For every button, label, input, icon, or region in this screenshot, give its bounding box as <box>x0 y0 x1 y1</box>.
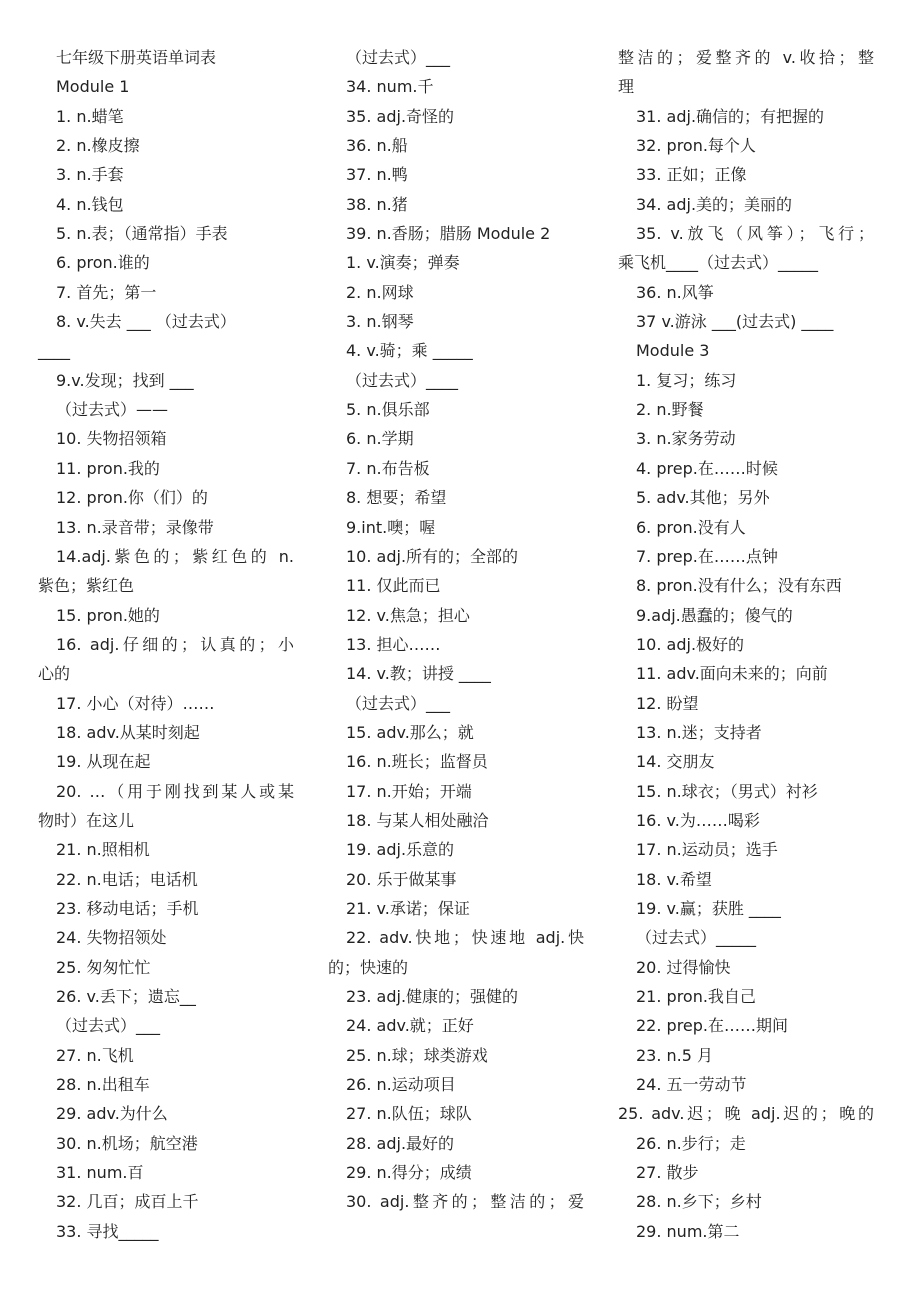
vocab-line: 9.int.噢；喔 <box>346 517 436 537</box>
vocab-line: 理 <box>618 77 635 97</box>
vocab-line: （过去式）___ <box>56 1016 161 1036</box>
vocab-line: 2. n.野餐 <box>636 400 704 420</box>
vocab-line: 23. 移动电话；手机 <box>56 898 199 918</box>
vocab-line: 15. pron.她的 <box>56 605 160 625</box>
vocab-line: 26. n.运动项目 <box>346 1075 456 1095</box>
vocab-line: 16. adj.仔细的；认真的；小 <box>56 634 294 654</box>
vocab-line: 8. v.失去 ___ （过去式） <box>56 312 236 332</box>
vocab-line: 12. pron.你（们）的 <box>56 488 208 508</box>
vocab-line: 15. n.球衣；（男式）衬衫 <box>636 781 818 801</box>
vocab-line: 4. prep.在……时候 <box>636 458 778 478</box>
vocab-line: 11. adv.面向未来的；向前 <box>636 664 828 684</box>
vocab-line: 3. n.家务劳动 <box>636 429 736 449</box>
vocab-line: 6. pron.没有人 <box>636 517 746 537</box>
vocab-line: （过去式）___ <box>346 693 451 713</box>
vocab-line: 15. adv.那么；就 <box>346 722 474 742</box>
vocab-line: 31. num.百 <box>56 1163 144 1183</box>
vocab-line: 6. n.学期 <box>346 429 414 449</box>
vocab-line: 8. pron.没有什么；没有东西 <box>636 576 842 596</box>
vocab-line: （过去式）—— <box>56 400 169 420</box>
vocab-line: 5. n.俱乐部 <box>346 400 430 420</box>
vocab-line: 13. n.迷；支持者 <box>636 722 762 742</box>
vocab-line: 25. n.球；球类游戏 <box>346 1045 488 1065</box>
vocab-line: 22. n.电话；电话机 <box>56 869 198 889</box>
vocab-line: ____ <box>38 341 70 361</box>
vocab-line: 紫色；紫红色 <box>38 576 135 596</box>
vocab-line: 24. 失物招领处 <box>56 928 167 948</box>
vocab-line: 乘飞机____（过去式）_____ <box>618 253 819 273</box>
vocab-line: 30. adj.整齐的；整洁的；爱 <box>346 1192 584 1212</box>
vocab-line: 21. n.照相机 <box>56 840 150 860</box>
vocab-line: 19. 从现在起 <box>56 752 151 772</box>
vocab-line: 34. num.千 <box>346 77 434 97</box>
vocab-line: 25. 匆匆忙忙 <box>56 957 151 977</box>
vocab-line: 14. 交朋友 <box>636 752 715 772</box>
vocab-line: 20. …（用于刚找到某人或某 <box>56 781 294 801</box>
vocab-line: 35. adj.奇怪的 <box>346 106 455 126</box>
vocab-line: 10. adj.所有的；全部的 <box>346 546 519 566</box>
vocab-line: 的；快速的 <box>328 957 409 977</box>
vocab-line: 3. n.手套 <box>56 165 124 185</box>
vocab-line: 2. n.橡皮擦 <box>56 136 140 156</box>
vocab-line: 9.v.发现；找到 ___ <box>56 370 194 390</box>
vocab-line: 28. adj.最好的 <box>346 1133 455 1153</box>
vocab-line: 24. 五一劳动节 <box>636 1075 747 1095</box>
vocab-line: 1. v.演奏；弹奏 <box>346 253 460 273</box>
vocab-line: 33. 寻找_____ <box>56 1221 159 1241</box>
vocab-line: 1. 复习；练习 <box>636 370 737 390</box>
vocab-line: 33. 正如；正像 <box>636 165 747 185</box>
vocab-line: 38. n.猪 <box>346 194 408 214</box>
vocab-line: 14.adj.紫色的；紫红色的 n. <box>56 546 294 566</box>
vocab-line: 27. 散步 <box>636 1163 699 1183</box>
column-3 <box>618 43 874 1246</box>
vocab-line: 17. 小心（对待）…… <box>56 693 215 713</box>
vocab-line: 13. n.录音带；录像带 <box>56 517 214 537</box>
vocab-line: 23. adj.健康的；强健的 <box>346 987 519 1006</box>
vocab-line: 七年级下册英语单词表 <box>56 48 217 67</box>
vocab-line: 16. v.为……喝彩 <box>636 810 760 830</box>
vocab-line: 11. 仅此而已 <box>346 576 441 596</box>
vocab-line: 23. n.5 月 <box>636 1045 714 1065</box>
vocab-line: 21. pron.我自己 <box>636 987 756 1006</box>
vocab-line: 9.adj.愚蠢的；傻气的 <box>636 605 793 625</box>
vocab-line: 28. n.出租车 <box>56 1075 150 1095</box>
vocab-line: 13. 担心…… <box>346 634 441 654</box>
vocab-line: 36. n.船 <box>346 136 408 156</box>
vocab-line: 31. adj.确信的；有把握的 <box>636 106 825 126</box>
vocab-line: （过去式）___ <box>346 48 451 67</box>
vocab-line: 17. n.运动员；选手 <box>636 840 778 860</box>
vocab-line: 5. n.表；（通常指）手表 <box>56 224 228 244</box>
vocab-line: 3. n.钢琴 <box>346 312 414 332</box>
vocab-line: 2. n.网球 <box>346 282 414 302</box>
vocab-line: 22. prep.在……期间 <box>636 1016 789 1036</box>
vocab-line: 心的 <box>38 664 71 684</box>
vocab-line: 35. v.放飞（风筝）；飞行； <box>636 224 874 244</box>
vocab-line: 18. adv.从某时刻起 <box>56 722 200 742</box>
column-2 <box>328 43 584 1217</box>
vocab-line: 5. adv.其他；另外 <box>636 488 770 508</box>
vocab-line: 37 v.游泳 ___(过去式) ____ <box>636 312 834 332</box>
vocab-line: 12. 盼望 <box>636 693 699 713</box>
vocab-line: 19. v.赢；获胜 ____ <box>636 898 781 918</box>
vocab-line: 29. n.得分；成绩 <box>346 1163 472 1183</box>
vocab-line: 10. 失物招领箱 <box>56 429 167 449</box>
vocab-line: 20. 过得愉快 <box>636 957 731 977</box>
vocab-line: 10. adj.极好的 <box>636 634 745 654</box>
vocab-line: 34. adj.美的；美丽的 <box>636 194 793 214</box>
vocab-line: 8. 想要；希望 <box>346 488 447 508</box>
vocab-line: 14. v.教；讲授 ____ <box>346 664 491 684</box>
vocab-line: 27. n.队伍；球队 <box>346 1104 472 1124</box>
vocab-line: 39. n.香肠；腊肠 Module 2 <box>346 224 551 244</box>
vocab-line: Module 1 <box>56 77 130 97</box>
vocab-line: 32. 几百；成百上千 <box>56 1192 199 1212</box>
vocab-line: 17. n.开始；开端 <box>346 781 472 801</box>
vocab-line: 7. 首先；第一 <box>56 282 157 302</box>
vocab-line: 29. adv.为什么 <box>56 1104 168 1124</box>
vocab-line: 22. adv.快地；快速地 adj.快 <box>346 928 584 948</box>
vocab-line: 18. 与某人相处融洽 <box>346 810 489 830</box>
vocab-line: 6. pron.谁的 <box>56 253 150 273</box>
vocab-line: 37. n.鸭 <box>346 165 408 185</box>
vocab-line: 20. 乐于做某事 <box>346 869 457 889</box>
vocab-line: 32. pron.每个人 <box>636 136 756 156</box>
vocab-line: 物时）在这儿 <box>38 810 135 830</box>
vocab-line: 21. v.承诺；保证 <box>346 898 470 918</box>
vocab-line: 26. v.丢下；遗忘__ <box>56 987 196 1006</box>
vocab-line: 7. prep.在……点钟 <box>636 546 778 566</box>
vocab-line: 29. num.第二 <box>636 1221 740 1241</box>
vocab-line: 7. n.布告板 <box>346 458 430 478</box>
vocab-line: 4. v.骑；乘 _____ <box>346 341 473 361</box>
column-1 <box>38 43 294 1246</box>
vocab-line: 18. v.希望 <box>636 869 712 889</box>
vocab-line: 16. n.班长；监督员 <box>346 752 488 772</box>
vocab-line: （过去式）____ <box>346 370 459 390</box>
vocab-line: 28. n.乡下；乡村 <box>636 1192 762 1212</box>
vocab-line: （过去式）_____ <box>636 928 757 948</box>
vocab-line: 26. n.步行；走 <box>636 1133 746 1153</box>
vocab-line: 12. v.焦急；担心 <box>346 605 470 625</box>
vocab-line: 25. adv.迟；晚 adj.迟的；晚的 <box>618 1104 874 1124</box>
vocab-line: Module 3 <box>636 341 710 361</box>
vocab-line: 24. adv.就；正好 <box>346 1016 474 1036</box>
vocab-line: 1. n.蜡笔 <box>56 106 124 126</box>
vocab-line: 36. n.风筝 <box>636 282 714 302</box>
vocab-line: 整洁的；爱整齐的 v.收拾；整 <box>618 48 874 67</box>
vocab-line: 19. adj.乐意的 <box>346 840 455 860</box>
vocab-line: 4. n.钱包 <box>56 194 124 214</box>
vocab-line: 27. n.飞机 <box>56 1045 134 1065</box>
vocab-line: 11. pron.我的 <box>56 458 160 478</box>
vocab-line: 30. n.机场；航空港 <box>56 1133 198 1153</box>
